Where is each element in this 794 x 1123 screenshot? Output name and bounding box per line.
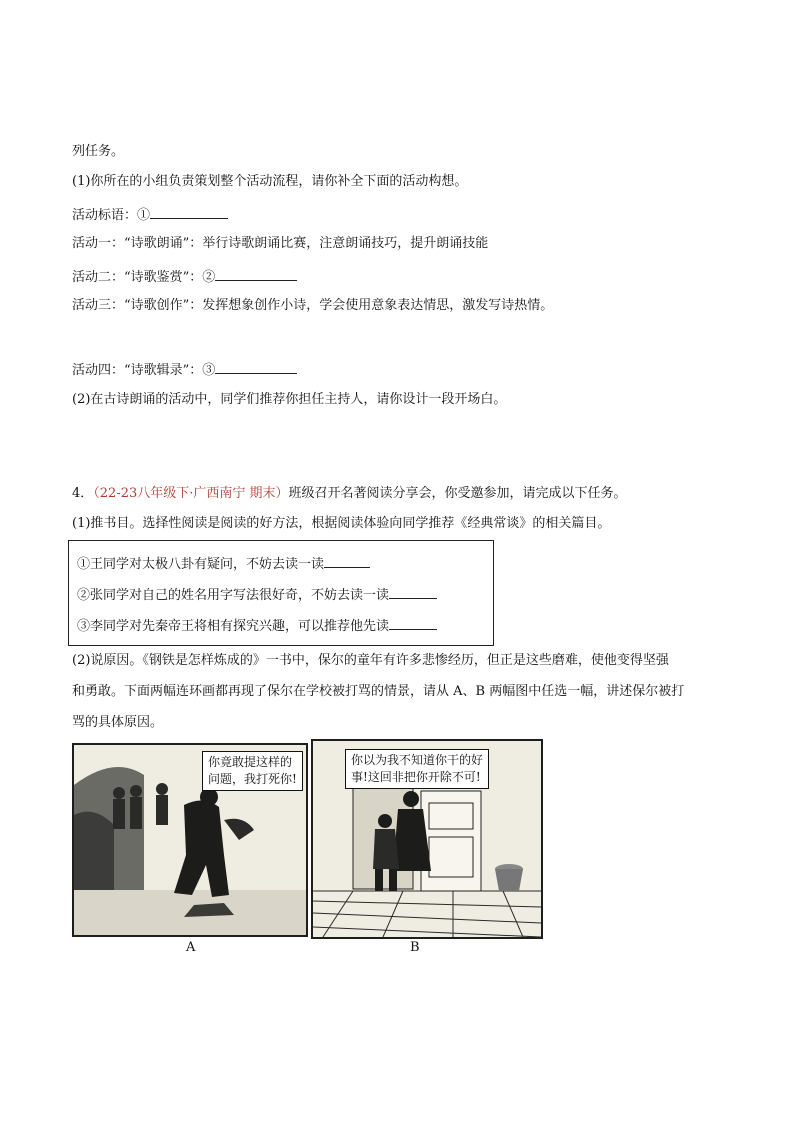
activity-two-answer-blank[interactable] bbox=[215, 266, 297, 281]
comic-panel-a bbox=[72, 743, 308, 937]
question4-number: 4． bbox=[72, 486, 94, 501]
activity-one: 活动一：“诗歌朗诵”：举行诗歌朗诵比赛，注意朗诵技巧，提升朗诵技能 bbox=[72, 236, 489, 251]
activity-two bbox=[72, 266, 297, 287]
recommendation-item-2: ②张同学对自己的姓名用字写法很好奇，不妨去读一读 bbox=[77, 584, 437, 605]
comic-panel-b bbox=[311, 739, 543, 939]
question4-part1: (1)推书目。选择性阅读是阅读的好方法，根据阅读体验向同学推荐《经典常谈》的相关篇目。 bbox=[72, 516, 611, 531]
recommendation-box bbox=[68, 540, 494, 646]
caption-b: B bbox=[410, 940, 420, 955]
caption-a: A bbox=[186, 940, 196, 955]
activity-four-answer-blank[interactable] bbox=[215, 359, 297, 374]
question3-part2: (2)在古诗朗诵的活动中，同学们推荐你担任主持人，请你设计一段开场白。 bbox=[72, 392, 507, 407]
question4-stem: 班级召开名著阅读分享会，你受邀参加，请完成以下任务。 bbox=[288, 486, 627, 501]
activity-slogan-label: 活动标语：① bbox=[72, 208, 151, 223]
question4-part2-line1: (2)说原因。《钢铁是怎样炼成的》一书中，保尔的童年有许多悲惨经历，但正是这些磨难，使他变得坚强 bbox=[72, 653, 669, 668]
question4-part2-line2: 和勇敢。下面两幅连环画都再现了保尔在学校被打骂的情景，请从 A、B 两幅图中任选一幅，讲述保尔被打 bbox=[72, 684, 685, 699]
question4-heading bbox=[72, 485, 627, 503]
recommendation-blank-1[interactable] bbox=[324, 553, 370, 568]
slogan-answer-blank[interactable] bbox=[150, 204, 228, 219]
speech-bubble-a: 你竟敢提这样的 问题，我打死你! bbox=[202, 751, 303, 791]
recommendation-item-1: ①王同学对太极八卦有疑问，不妨去读一读 bbox=[77, 553, 370, 574]
activity-four-label: 活动四：“诗歌辑录”：③ bbox=[72, 363, 216, 378]
activity-three: 活动三：“诗歌创作”：发挥想象创作小诗，学会使用意象表达情思，激发写诗热情。 bbox=[72, 298, 554, 313]
recommendation-item-3: ③李同学对先秦帝王将相有探究兴趣，可以推荐他先读 bbox=[77, 615, 437, 636]
question4-part2-line3: 骂的具体原因。 bbox=[72, 715, 164, 730]
recommendation-blank-3[interactable] bbox=[389, 615, 437, 630]
activity-two-label: 活动二：“诗歌鉴赏”：② bbox=[72, 270, 216, 285]
question4-source: （22-23八年级下·广西南宁 期末） bbox=[93, 486, 289, 501]
recommendation-blank-2[interactable] bbox=[389, 584, 437, 599]
question3-part1: (1)你所在的小组负责策划整个活动流程，请你补全下面的活动构想。 bbox=[72, 174, 468, 189]
speech-bubble-b: 你以为我不知道你干的好 事!这回非把你开除不可! bbox=[345, 749, 489, 789]
activity-slogan bbox=[72, 204, 228, 225]
activity-four bbox=[72, 359, 297, 380]
line-task-continuation: 列任务。 bbox=[72, 144, 125, 159]
